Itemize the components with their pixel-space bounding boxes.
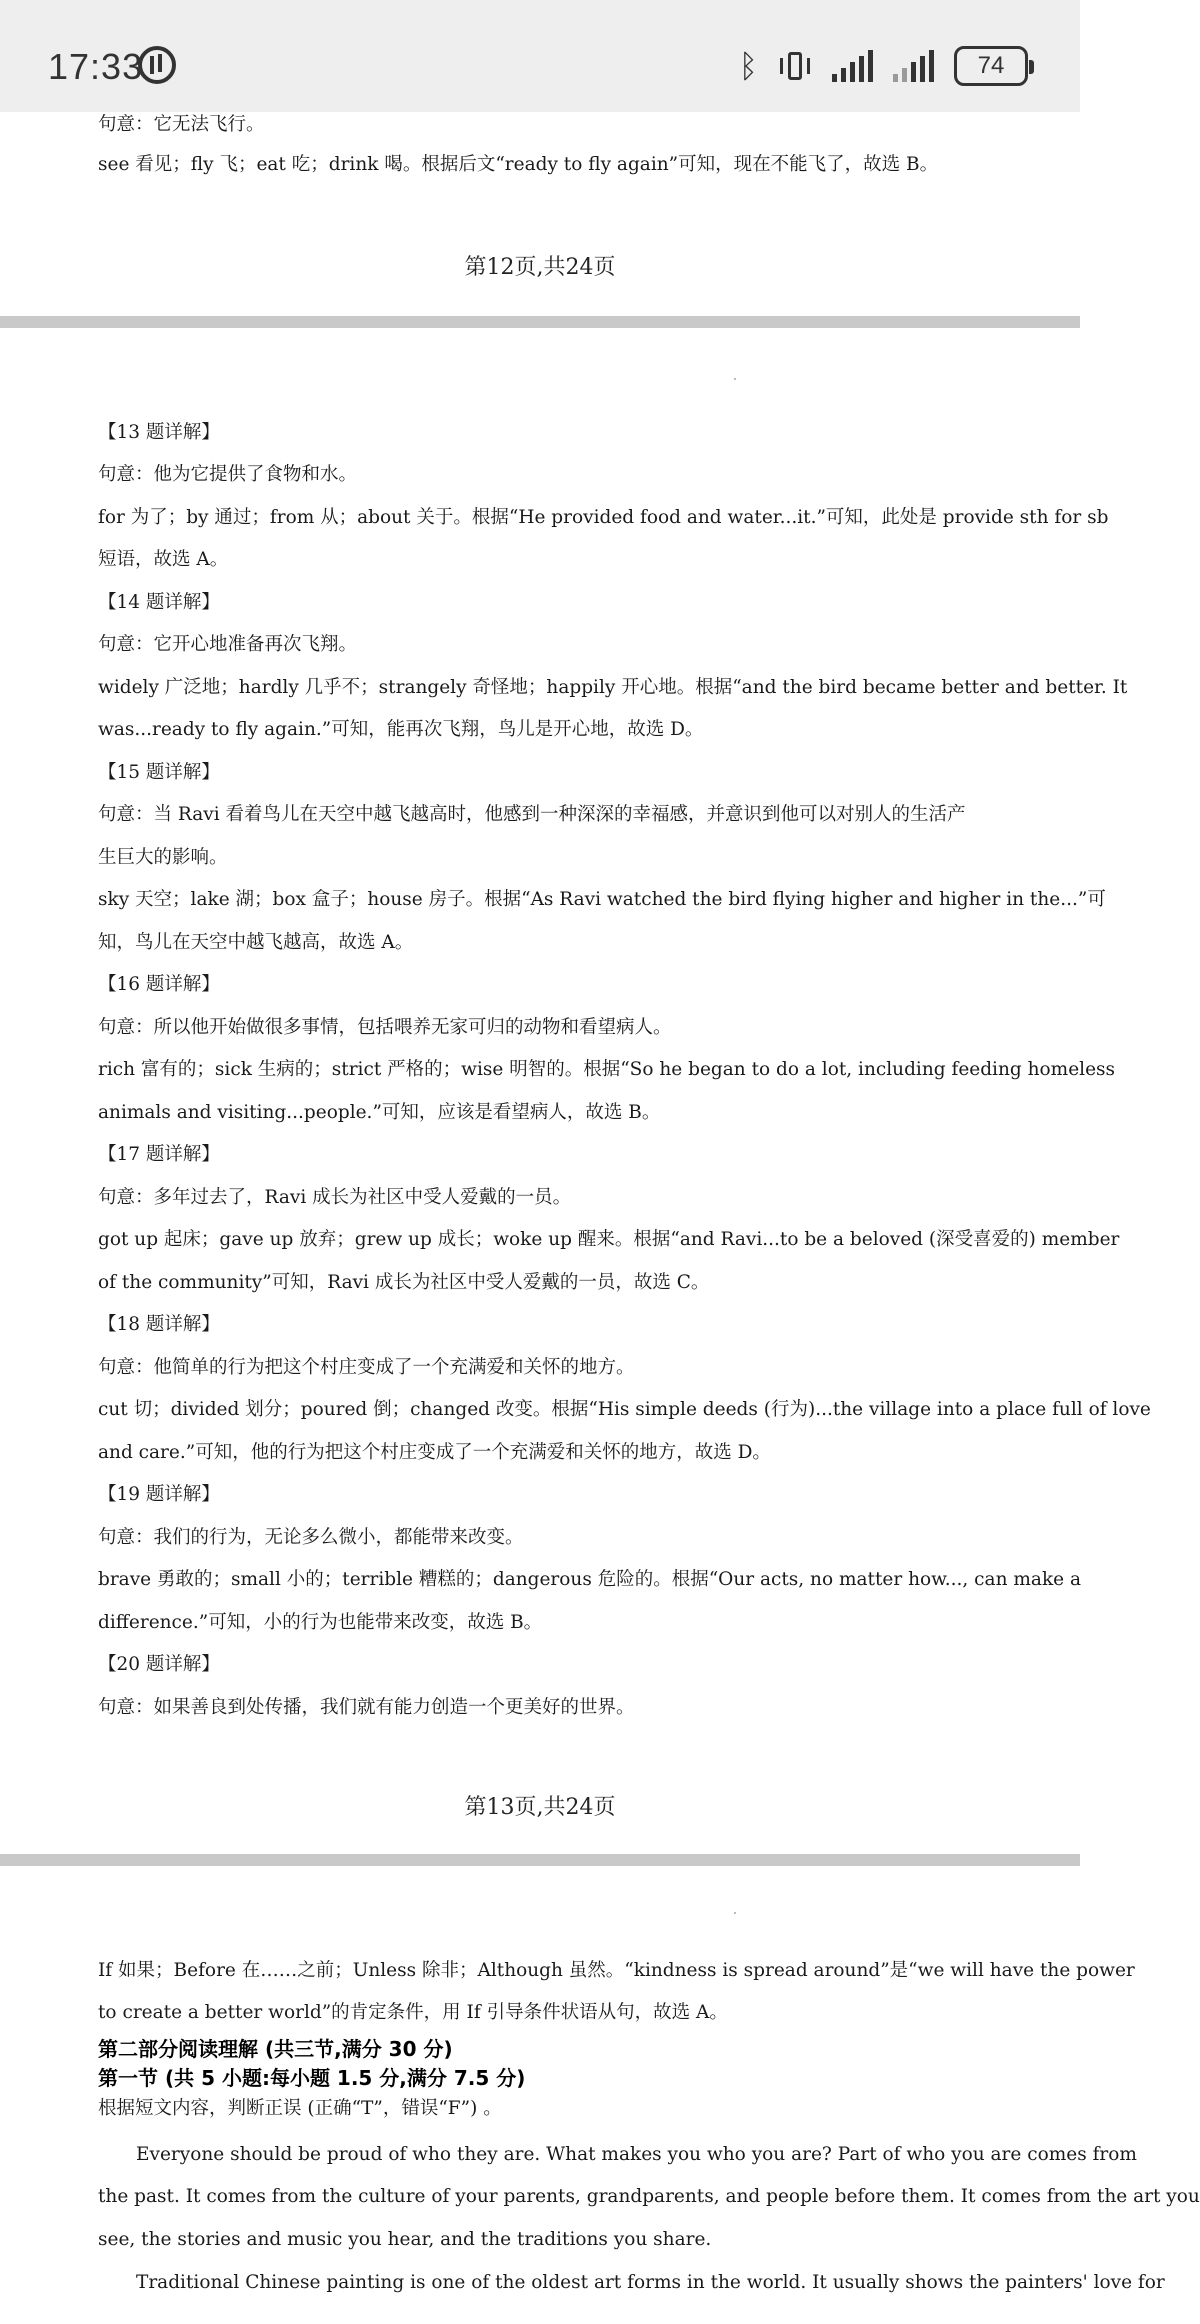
text-line: for 为了；by 通过；from 从；about 关于。根据“He provided food and water...it.”可知，此处是 provide sth for sb [98, 507, 1109, 528]
text-line: see 看见；fly 飞；eat 吃；drink 喝。根据后文“ready to fly again”可知，现在不能飞了，故选 B。 [98, 154, 939, 175]
status-bar [0, 0, 1080, 112]
text-line: 句意：他简单的行为把这个村庄变成了一个充满爱和关怀的地方。 [98, 1357, 635, 1378]
question-heading: 【19 题详解】 [98, 1484, 220, 1505]
text-line: sky 天空；lake 湖；box 盒子；house 房子。根据“As Ravi watched the bird flying higher and higher in the...”可 [98, 889, 1106, 910]
vibrate-icon [778, 50, 812, 82]
text-line: 句意：它无法飞行。 [98, 114, 265, 135]
text-line: and care.”可知，他的行为把这个村庄变成了一个充满爱和关怀的地方，故选 D。 [98, 1442, 771, 1463]
status-time: 17:33 [48, 46, 144, 87]
scan-mark [734, 1912, 736, 1914]
text-line: 生巨大的影响。 [98, 847, 228, 868]
passage-line: the past. It comes from the culture of your parents, grandparents, and people before them. It comes from the art you [98, 2186, 1200, 2207]
passage-line: Traditional Chinese painting is one of the oldest art forms in the world. It usually shows the painters' love for [136, 2272, 1165, 2293]
text-line: 句意：我们的行为，无论多么微小，都能带来改变。 [98, 1527, 524, 1548]
text-line: animals and visiting...people.”可知，应该是看望病人，故选 B。 [98, 1102, 661, 1123]
subsection-title: 第一节 (共 5 小题:每小题 1.5 分,满分 7.5 分) [98, 2066, 526, 2090]
scan-mark [734, 378, 736, 380]
page-12 [0, 112, 1080, 318]
text-line: widely 广泛地；hardly 几乎不；strangely 奇怪地；happily 开心地。根据“and the bird became better and better. It [98, 677, 1128, 698]
text-line: 句意：当 Ravi 看着鸟儿在天空中越飞越高时，他感到一种深深的幸福感，并意识到他可以对别人的生活产 [98, 804, 966, 825]
passage-line: Everyone should be proud of who they are. What makes you who you are? Part of who you are comes from [136, 2144, 1137, 2165]
page-13 [0, 328, 1151, 1852]
text-line: difference.”可知，小的行为也能带来改变，故选 B。 [98, 1612, 543, 1633]
text-line: 句意：如果善良到处传播，我们就有能力创造一个更美好的世界。 [98, 1697, 635, 1718]
battery-icon: 74 [954, 46, 1028, 86]
text-line: of the community”可知，Ravi 成长为社区中受人爱戴的一员，故选 C。 [98, 1272, 710, 1293]
text-line: to create a better world”的肯定条件，用 If 引导条件状语从句，故选 A。 [98, 2002, 728, 2023]
text-line: 句意：他为它提供了食物和水。 [98, 464, 358, 485]
status-icons [739, 44, 1028, 88]
passage-line: see, the stories and music you hear, and the traditions you share. [98, 2229, 712, 2250]
text-line: brave 勇敢的；small 小的；terrible 糟糕的；dangerous 危险的。根据“Our acts, no matter how..., can make a [98, 1569, 1082, 1590]
question-heading: 【13 题详解】 [98, 422, 220, 443]
text-line: If 如果；Before 在……之前；Unless 除非；Although 虽然。“kindness is spread around”是“we will have the power [98, 1960, 1135, 1981]
question-heading: 【16 题详解】 [98, 974, 220, 995]
text-line: 句意：所以他开始做很多事情，包括喂养无家可归的动物和看望病人。 [98, 1017, 672, 1038]
page-footer: 第12页,共24页 [464, 255, 616, 280]
text-line: 句意：多年过去了，Ravi 成长为社区中受人爱戴的一员。 [98, 1187, 572, 1208]
bluetooth-icon: ᛒ [738, 47, 758, 85]
page-14 [0, 1866, 1200, 2324]
question-heading: 【20 题详解】 [98, 1654, 220, 1675]
hd-call-icon [138, 46, 176, 84]
text-line: rich 富有的；sick 生病的；strict 严格的；wise 明智的。根据“So he began to do a lot, including feeding homeless [98, 1059, 1116, 1080]
text-line: 句意：它开心地准备再次飞翔。 [98, 634, 358, 655]
page-separator [0, 1854, 1080, 1866]
signal-strength-icon-2 [893, 50, 934, 82]
section-title: 第二部分阅读理解 (共三节,满分 30 分) [98, 2037, 453, 2061]
text-line: 知，鸟儿在天空中越飞越高，故选 A。 [98, 932, 414, 953]
text-line: cut 切；divided 划分；poured 倒；changed 改变。根据“His simple deeds (行为)...the village into a place full of love [98, 1399, 1151, 1420]
text-line: got up 起床；gave up 放弃；grew up 成长；woke up 醒来。根据“and Ravi...to be a beloved (深受喜爱的) member [98, 1229, 1120, 1250]
question-heading: 【14 题详解】 [98, 592, 220, 613]
instruction-text: 根据短文内容，判断正误 (正确“T”，错误“F”) 。 [98, 2098, 502, 2119]
text-line: was...ready to fly again.”可知，能再次飞翔，鸟儿是开心地，故选 D。 [98, 719, 704, 740]
text-line: 短语，故选 A。 [98, 549, 229, 570]
page-footer: 第13页,共24页 [464, 1795, 616, 1820]
signal-strength-icon-1 [832, 50, 873, 82]
page-separator [0, 316, 1080, 328]
question-heading: 【18 题详解】 [98, 1314, 220, 1335]
question-heading: 【17 题详解】 [98, 1144, 220, 1165]
question-heading: 【15 题详解】 [98, 762, 220, 783]
